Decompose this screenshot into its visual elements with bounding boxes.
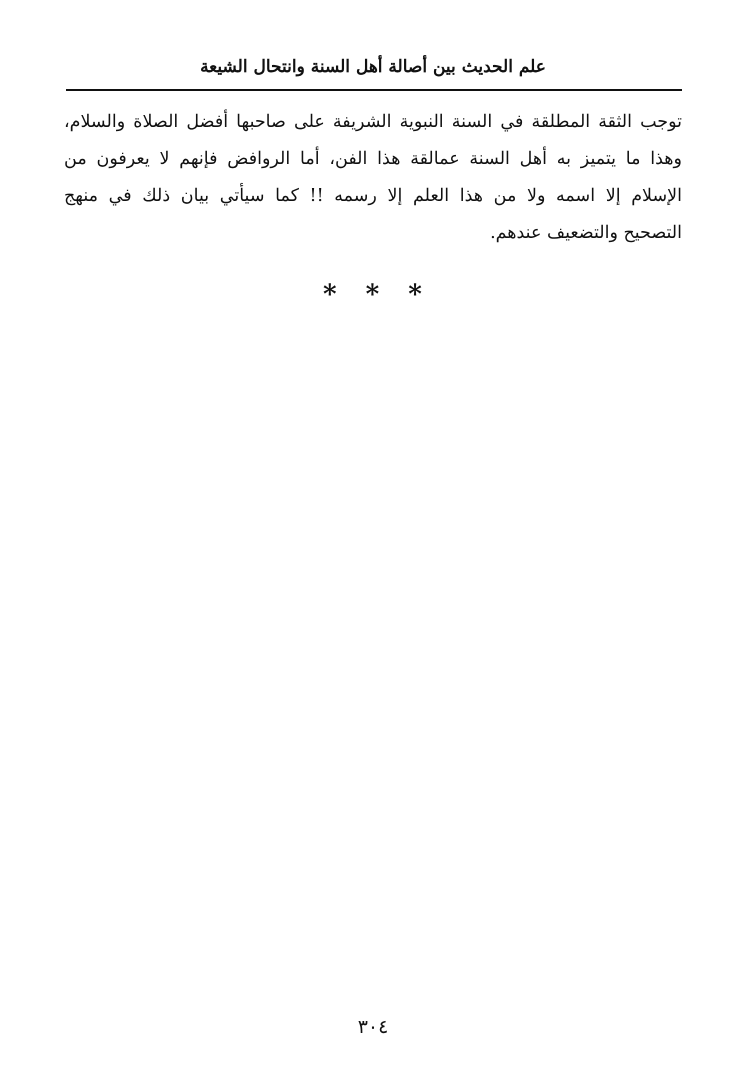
page-number: ٣٠٤ (357, 1016, 389, 1038)
body-paragraph (64, 104, 682, 252)
body-line: التصحيح والتضعيف عندهم. (490, 223, 682, 243)
body-line: وهذا ما يتميز به أهل السنة عمالقة هذا الفن، أما الروافض فإنهم لا يعرفون من (64, 149, 682, 169)
running-header-title: علم الحديث بين أصالة أهل السنة وانتحال الشيعة (200, 57, 546, 77)
body-line: توجب الثقة المطلقة في السنة النبوية الشريفة على صاحبها أفضل الصلاة والسلام، (64, 112, 682, 132)
body-line: الإسلام إلا اسمه ولا من هذا العلم إلا رسمه !! كما سيأتي بيان ذلك في منهج (64, 186, 682, 206)
section-separator: * * * (323, 280, 432, 310)
header-divider (66, 89, 682, 91)
